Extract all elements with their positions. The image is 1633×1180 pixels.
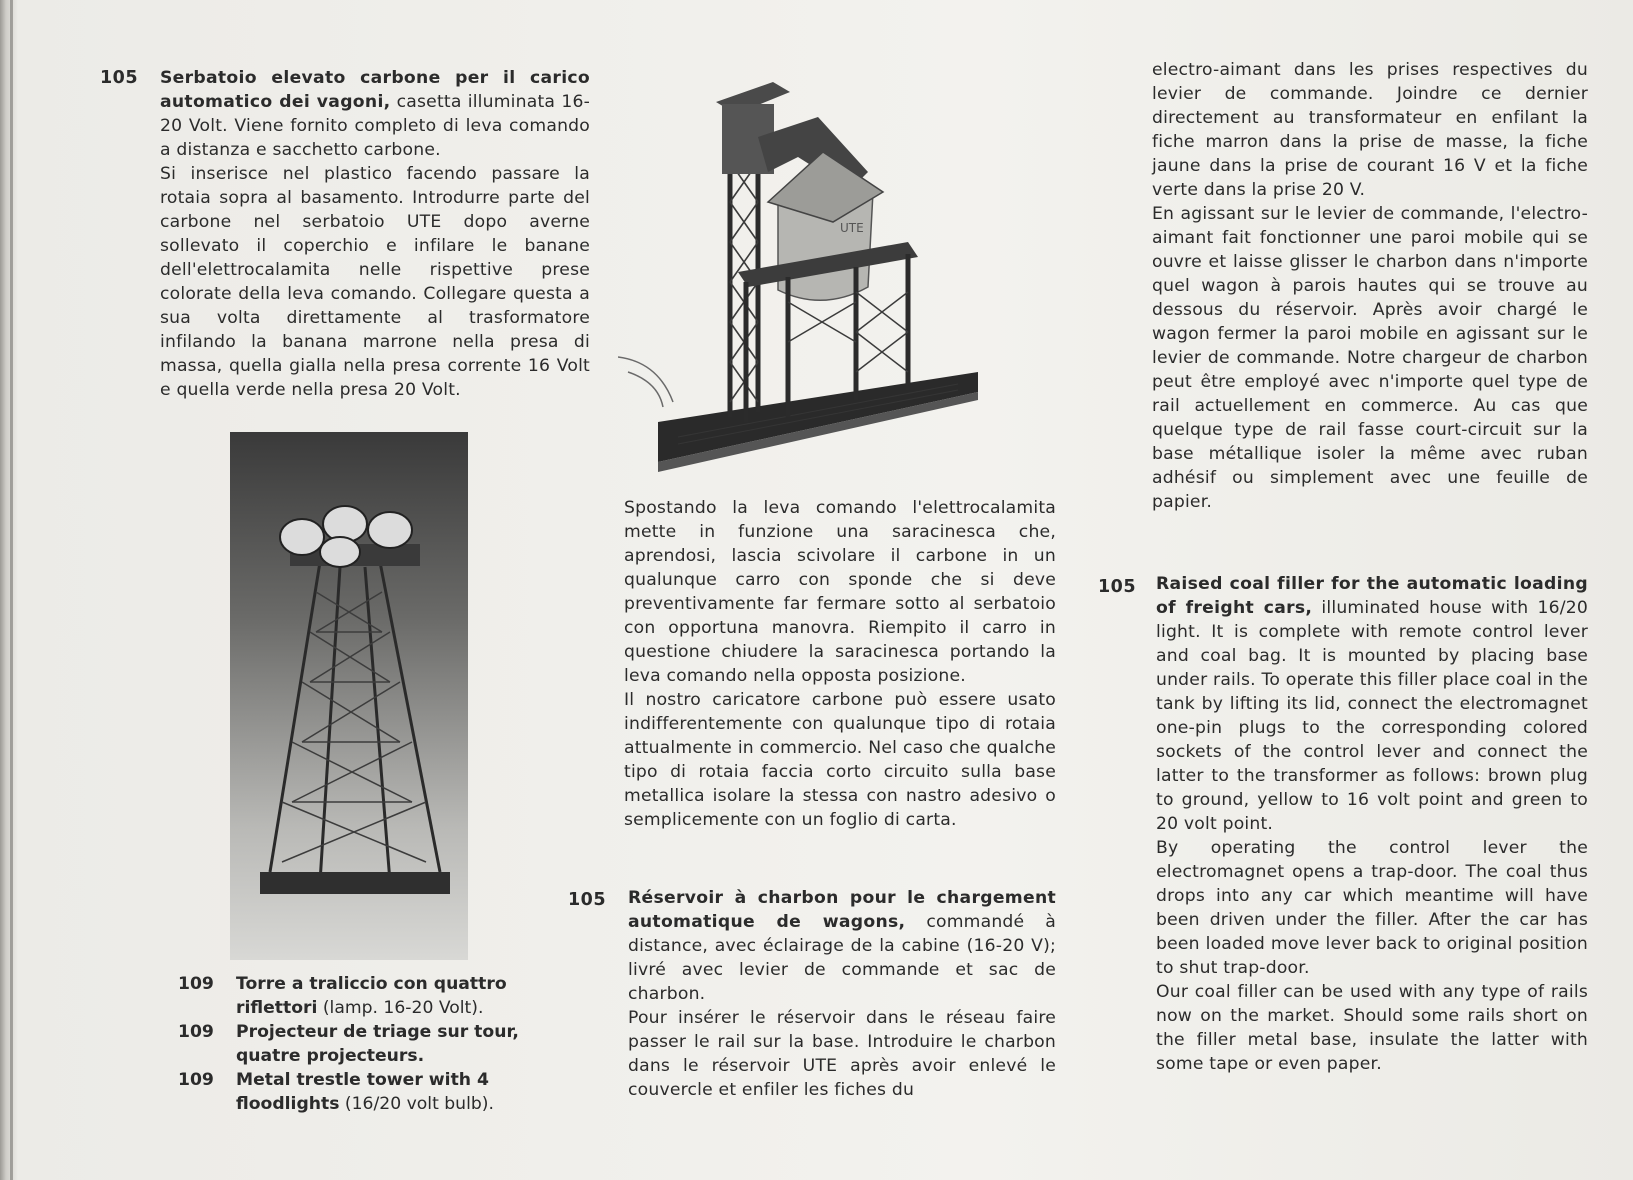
french-continuation: [1152, 58, 1588, 514]
italian-continuation: [624, 496, 1056, 832]
italian-compatibility-paragraph: Il nostro caricatore carbone può essere usato indifferentemente con qualunque tipo di rotaia attualmente in commercio. Nel caso che qualche tipo di rotaia faccia corto circuito sulla base metallica isolare la stessa con nastro adesivo o semplicemente con un foglio di carta.: [624, 690, 1056, 830]
caption-title: Torre a traliccio con quattro riflettori: [236, 974, 507, 1018]
english-description: [1156, 572, 1588, 1076]
page-spine-shadow: [10, 0, 13, 1180]
caption-text: [236, 1068, 536, 1116]
coal-tower-illustration: [618, 72, 998, 472]
caption-number: 109: [178, 1070, 214, 1090]
caption-italian: [178, 972, 548, 1020]
french-intro: commandé à distance, avec éclairage de la cabine (16-20 V); livré avec levier de commande et sac de charbon.: [628, 912, 1056, 1004]
floodlight-tower-illustration: [230, 432, 468, 960]
item-number-english: 105: [1098, 577, 1137, 597]
english-title: Raised coal filler for the automatic loading of freight cars,: [1156, 574, 1588, 618]
floodlight-tower-photo: [230, 432, 468, 960]
english-intro-paragraph: [1156, 572, 1588, 836]
english-compatibility-paragraph: Our coal filler can be used with any type of rails now on the market. Should some rails short on the filler metal base, insulate the latter with some tape or even paper.: [1156, 982, 1588, 1074]
italian-title: Serbatoio elevato carbone per il carico automatico dei vagoni,: [160, 68, 590, 112]
italian-description: [160, 66, 590, 402]
ute-logo-text: UTE: [840, 221, 864, 235]
french-title: Réservoir à charbon pour le chargement automatique de wagons,: [628, 888, 1056, 932]
caption-french: [178, 1020, 548, 1068]
french-operation-paragraph: En agissant sur le levier de commande, l'electro-aimant fait fonctionner une paroi mobile qui se ouvre et laisse glisser le charbon dans n'importe quel wagon à parois hautes qui se trouve au dessous du réservoir. Après avoir chargé le wagon fermer la paroi mobile en agissant sur le levier de commande. Notre chargeur de charbon peut être employé avec n'importe quel type de rail actuellement en commerce. Au cas que quelque type de rail fasse court-circuit sur la base métallique isoler la même avec ruban adhésif ou simplement avec une feuille de papier.: [1152, 204, 1588, 512]
french-description: [628, 886, 1056, 1102]
caption-rest: (16/20 volt bulb).: [339, 1094, 494, 1114]
italian-intro-paragraph: [160, 66, 590, 162]
coal-tower-photo: [618, 72, 998, 472]
english-intro: illuminated house with 16/20 light. It is complete with remote control lever and coal bag. It is mounted by placing base under rails. To operate this filler place coal in the tank by lifting its lid, connect the electromagnet one-pin plugs to the corresponding colored sockets of the control lever and connect the latter to the transformer as follows: brown plug to ground, yellow to 16 volt point and green to 20 volt point.: [1156, 598, 1588, 834]
caption-title: Metal trestle tower with 4 floodlights: [236, 1070, 489, 1114]
item-number-italian: 105: [100, 68, 139, 88]
caption-number: 109: [178, 1022, 214, 1042]
english-operation-paragraph: By operating the control lever the electromagnet opens a trap-door. The coal thus drops into any car which meantime will have been driven under the filler. After the car has been loaded move lever back to original position to shut trap-door.: [1156, 838, 1588, 978]
italian-body: Si inserisce nel plastico facendo passare la rotaia sopra al basamento. Introdurre parte del carbone nel serbatoio UTE dopo averne sollevato il coperchio e infilare le banane dell'elettrocalamita nelle rispettive prese colorate della leva comando. Collegare questa a sua volta direttamente al trasformatore infilando la banana marrone nella presa di massa, quella gialla nella presa corrente 16 Volt e quella verde nella presa 20 Volt.: [160, 164, 590, 400]
french-connection-paragraph: electro-aimant dans les prises respectives du levier de commande. Joindre ce dernier directement au transformateur en enfilant la fiche marron dans la prise de masse, la fiche jaune dans la prise de courant 16 V et la fiche verte dans la prise 20 V.: [1152, 60, 1588, 200]
caption-text: [236, 1020, 536, 1068]
item-number-french: 105: [568, 890, 607, 910]
caption-text: [236, 972, 536, 1020]
caption-english: [178, 1068, 548, 1116]
caption-number: 109: [178, 974, 214, 994]
italian-operation-paragraph: Spostando la leva comando l'elettrocalamita mette in funzione una saracinesca che, aprendosi, lascia scivolare il carbone in un qualunque carro con sponde che si deve preventivamente far fermare sotto al serbatoio con opportuna manovra. Riempito il carro in questione chiudere la saracinesca portando la leva comando nella opposta posizione.: [624, 498, 1056, 686]
caption-title: Projecteur de triage sur tour, quatre projecteurs.: [236, 1022, 519, 1066]
italian-intro: casetta illuminata 16-20 Volt. Viene fornito completo di leva comando a distanza e sacchetto carbone.: [160, 92, 590, 160]
caption-rest: (lamp. 16-20 Volt).: [317, 998, 484, 1018]
french-body-start: Pour insérer le réservoir dans le réseau faire passer le rail sur la base. Introduire le charbon dans le réservoir UTE après avoir enlevé le couvercle et enfiler les fiches du: [628, 1008, 1056, 1100]
french-intro-paragraph: [628, 886, 1056, 1006]
